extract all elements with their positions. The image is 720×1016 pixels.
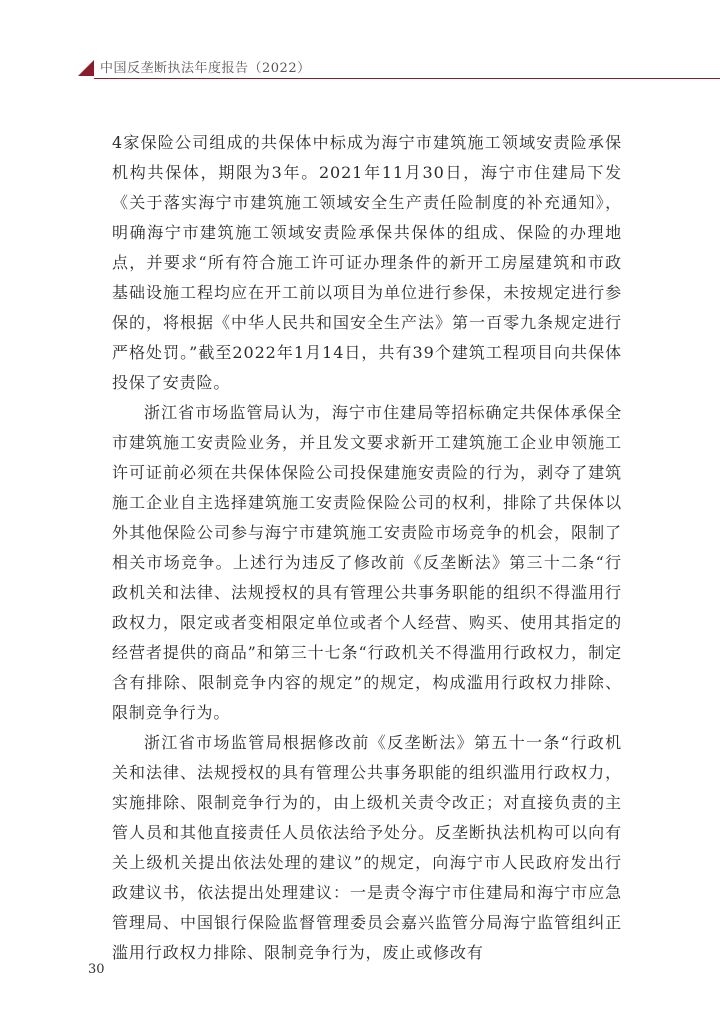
paragraph: 浙江省市场监管局根据修改前《反垄断法》第五十一条“行政机关和法律、法规授权的具有管理公共事务职能的组织滥用行政权力，实施排除、限制竞争行为的，由上级机关责令改正；对直接负责的主管人员和其他直接责任人员依法给予处分。反垄断执法机构可以向有关上级机关提出依法处理的建议”的规定，向海宁市人民政府发出行政建议书，依法提出处理建议：一是责令海宁市住建局和海宁市应急管理局、中国银行保险监督管理委员会嘉兴监管分局海宁监管组纠正滥用行政权力排除、限制竞争行为，废止或修改有 xyxy=(112,733,622,962)
header-rule xyxy=(94,78,720,79)
header-corner-mark xyxy=(78,60,94,76)
paragraph: 浙江省市场监管局认为，海宁市住建局等招标确定共保体承保全市建筑施工安责险业务，并且发文要求新开工建筑施工企业申领施工许可证前必须在共保体保险公司投保建施安责险的行为，剥夺了建筑施工企业自主选择建筑施工安责险保险公司的权利，排除了共保体以外其他保险公司参与海宁市建筑施工安责险市场竞争的机会，限制了相关市场竞争。上述行为违反了修改前《反垄断法》第三十二条“行政机关和法律、法规授权的具有管理公共事务职能的组织不得滥用行政权力，限定或者变相限定单位或者个人经营、购买、使用其指定的经营者提供的商品”和第三十七条“行政机关不得滥用行政权力，制定含有排除、限制竞争内容的规定”的规定，构成滥用行政权力排除、限制竞争行为。 xyxy=(112,403,622,722)
page-number: 30 xyxy=(88,962,105,977)
report-title: 中国反垄断执法年度报告（2022） xyxy=(100,61,311,76)
paragraph-continued: 4家保险公司组成的共保体中标成为海宁市建筑施工领域安责险承保机构共保体，期限为3年。2021年11月30日，海宁市住建局下发《关于落实海宁市建筑施工领域安全生产责任险制度的补充通知》，明确海宁市建筑施工领域安责险承保共保体的组成、保险的办理地点，并要求“所有符合施工许可证办理条件的新开工房屋建筑和市政基础设施工程均应在开工前以项目为单位进行参保，未按规定进行参保的，将根据《中华人民共和国安全生产法》第一百零九条规定进行严格处罚。”截至2022年1月14日，共有39个建筑工程项目向共保体投保了安责险。 xyxy=(112,133,622,392)
running-header xyxy=(0,54,720,82)
body-text xyxy=(112,128,622,968)
